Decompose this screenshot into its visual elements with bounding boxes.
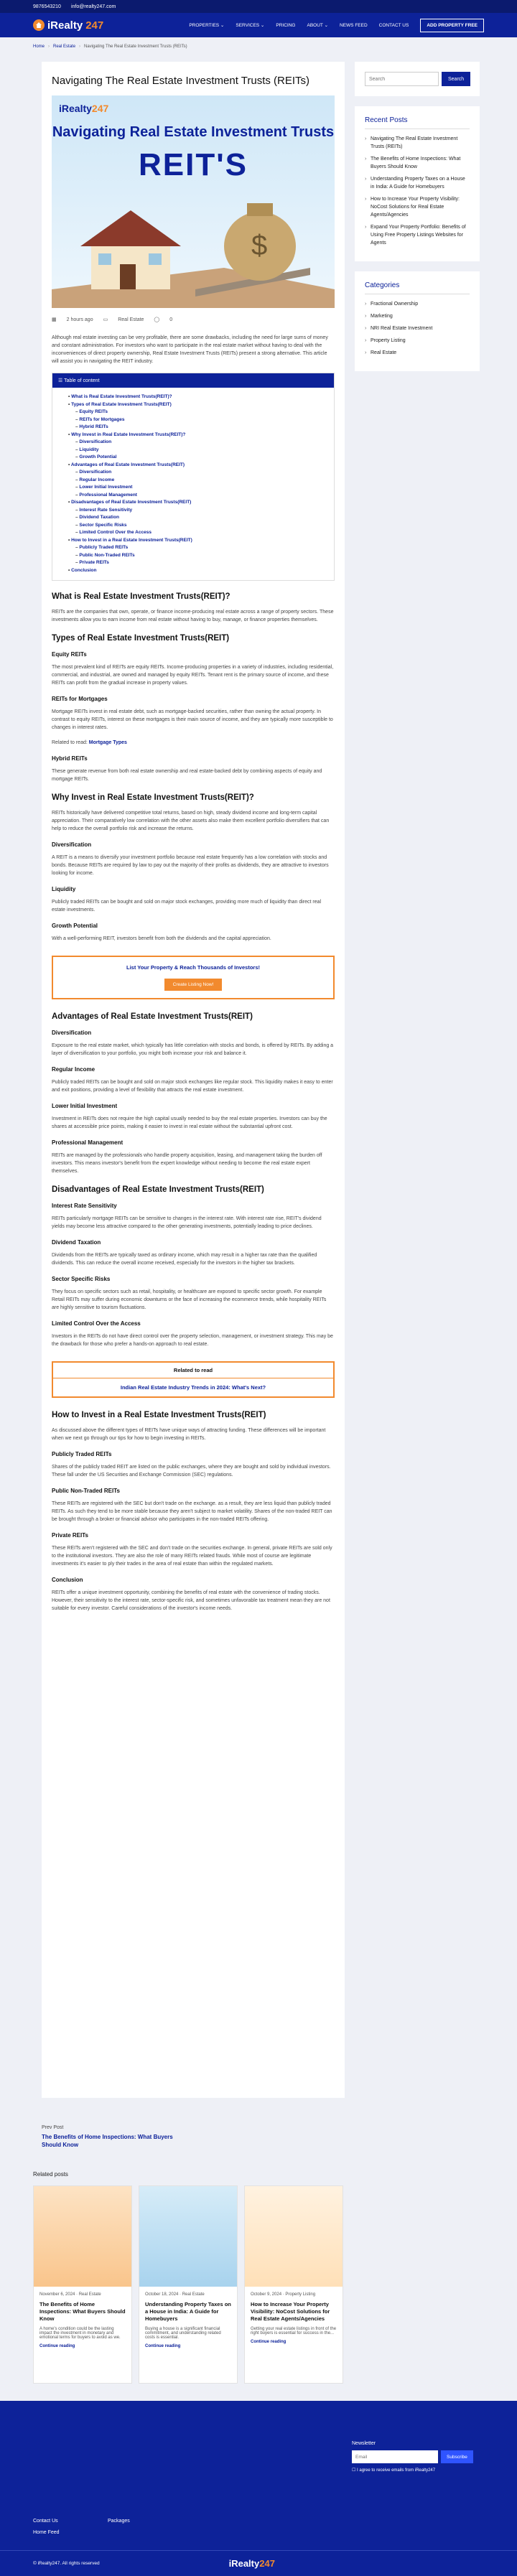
- section-heading: How to Invest in a Real Estate Investment Trusts(REIT): [52, 1411, 266, 1419]
- paragraph: REITs offer a unique investment opportunity, combining the benefits of real estate with the convenience of trading stocks. However, their sensitivity to the interest rate, sector-specific risk, and sometimes unfavorable tax treatment mean they are not suitable for every investor. Careful considerations of the investor's income needs.: [52, 1590, 330, 1611]
- recent-posts-widget: [355, 106, 480, 261]
- house-logo-icon: [33, 19, 45, 31]
- section-heading: Why Invest in Real Estate Investment Trusts(REIT)?: [52, 793, 254, 802]
- subsection-heading: Hybrid REITs: [52, 755, 88, 762]
- newsletter-label: Newsletter: [352, 2441, 376, 2446]
- toc-link[interactable]: – Dividend Taxation: [68, 514, 334, 522]
- related-read-box: [52, 1361, 335, 1398]
- paragraph: Publicly traded REITs can be bought and sold on major stock exchanges like regular stock. This liquidity makes it easy to enter and exit positions, providing a level of flexibility that attracts the real estate investment.: [52, 1080, 333, 1093]
- search-widget: [355, 62, 480, 96]
- calendar-icon: ▦: [52, 317, 57, 322]
- paragraph: Exposure to the real estate market, which typically has little correlation with stocks and bonds, is offered by REITs. By adding a layer of diversification to your portfolio, you might both increase your risk and balance it.: [52, 1043, 334, 1056]
- section-heading: Advantages of Real Estate Investment Trusts(REIT): [52, 1012, 253, 1021]
- toc-link[interactable]: – Liquidity: [68, 447, 334, 454]
- subsection-heading: Private REITs: [52, 1532, 88, 1539]
- subsection-heading: Conclusion: [52, 1577, 83, 1583]
- search-input[interactable]: [365, 72, 439, 86]
- newsletter-email-input[interactable]: [352, 2450, 438, 2463]
- related-card-image: [139, 2186, 237, 2287]
- paragraph: A REIT is a means to diversify your investment portfolio because real estate frequently has a low correlation with stocks and bonds. Because REITs are required by law to pay out the majority of their profits as dividends, they are attractive to investors looking for income.: [52, 855, 329, 876]
- newsletter: [352, 2441, 473, 2473]
- copyright: © iRealty247. All rights reserved: [33, 2561, 100, 2566]
- folder-icon: ▭: [103, 317, 108, 322]
- add-property-button[interactable]: ADD PROPERTY FREE: [420, 19, 484, 32]
- recent-post-link[interactable]: › Expand Your Property Portfolio: Benefits of Using Free Property Listings Websites for Agents: [365, 223, 470, 247]
- nav-services[interactable]: SERVICES ⌄: [236, 23, 265, 28]
- paragraph: REITs are managed by the professionals who handle property acquisition, leasing, and management taking the burden off investors. This means investor's benefit from the expert knowledge without needing to become the real estate expert themselves.: [52, 1153, 322, 1174]
- breadcrumb: Home › Real Estate › Navigating The Real Estate Investment Trusts (REITs): [33, 45, 187, 49]
- subsection-heading: Limited Control Over the Access: [52, 1320, 141, 1327]
- toc-link[interactable]: – Regular Income: [68, 477, 334, 485]
- paragraph: Investors in the REITs do not have direct control over the property selection, management, or investment strategy. This may be the drawback for those who prefer a hands-on approach to real estate.: [52, 1334, 333, 1347]
- subsection-heading: Regular Income: [52, 1066, 96, 1073]
- nav-pricing[interactable]: PRICING: [276, 22, 296, 28]
- category-link[interactable]: › Marketing: [365, 312, 470, 320]
- nav-news-feed[interactable]: NEWS FEED: [340, 22, 368, 28]
- email-text[interactable]: info@realty247.com: [70, 4, 116, 9]
- subsection-heading: Professional Management: [52, 1139, 124, 1146]
- post-meta: [52, 317, 335, 322]
- recent-post-link[interactable]: › Navigating The Real Estate Investment Trusts (REITs): [365, 135, 470, 151]
- paragraph: Publicly traded REITs can be bought and sold on major stock exchanges, providing more much of liquidity than direct real estate investments.: [52, 900, 322, 913]
- intro-paragraph: Although real estate investing can be very profitable, there are some drawbacks, including the need for large sums of money and constant administration. For investors who want to participate in the real estate market without having to deal with the inconveniences of direct property ownership, Real Estate Investment Trusts (REITs) present a strong alternative. This article will assist you in navigating the REIT industry.: [52, 335, 328, 364]
- toc-link[interactable]: – Interest Rate Sensitivity: [68, 507, 334, 515]
- comment-icon: ◯: [154, 317, 160, 322]
- toc-link[interactable]: • Why Invest in Real Estate Investment Trusts(REIT)?: [68, 431, 334, 439]
- related-card[interactable]: [139, 2185, 238, 2384]
- card-meta: October 18, 2024 · Real Estate: [145, 2292, 205, 2297]
- subsection-heading: Sector Specific Risks: [52, 1276, 111, 1282]
- svg-text:$: $: [251, 230, 268, 261]
- card-title[interactable]: Understanding Property Taxes on a House in India: A Guide for Homebuyers: [145, 2301, 231, 2322]
- subsection-heading: REITs for Mortgages: [52, 696, 108, 702]
- paragraph: These REITs aren't registered with the SEC and don't trade on the securities exchange. In general, private REITs are sold only to the institutional investors. They are also the role of many REITs related frauds. While most of course are legitimate investments it's easier to ply their trades in the area of real estate than within the regulated markets.: [52, 1546, 332, 1567]
- card-meta: October 9, 2024 · Property Listing: [251, 2292, 316, 2297]
- footer-logo[interactable]: iRealty247: [228, 2558, 275, 2569]
- nav-properties[interactable]: PROPERTIES ⌄: [189, 23, 225, 28]
- toc-link[interactable]: • What is Real Estate Investment Trusts(REIT)?: [68, 393, 334, 401]
- toc-link[interactable]: • Disadvantages of Real Estate Investment Trusts(REIT): [68, 499, 334, 507]
- toc-list: [52, 388, 334, 580]
- related-read: Related to read: Mortgage Types: [52, 740, 127, 745]
- newsletter-consent[interactable]: ☐ I agree to receive emails from iRealty247: [352, 2468, 436, 2473]
- subsection-heading: Interest Rate Sensitivity: [52, 1203, 117, 1209]
- site-header: [0, 13, 517, 37]
- toc-link[interactable]: – REITs for Mortgages: [68, 416, 334, 424]
- breadcrumb-category[interactable]: Real Estate: [53, 45, 76, 49]
- card-meta: November 6, 2024 · Real Estate: [39, 2292, 101, 2297]
- related-read-link[interactable]: Indian Real Estate Industry Trends in 2024: What's Next?: [120, 1384, 266, 1391]
- paragraph: Mortgage REITs invest in real estate debt, such as mortgage-backed securities, rather than owning the actual property. In contrast to equity REITs, interest on these mortgages is their main source of income, and they are typically more susceptible to changes in interest rates.: [52, 709, 333, 730]
- category-link[interactable]: › Fractional Ownership: [365, 300, 470, 308]
- mortgage-types-link[interactable]: Mortgage Types: [88, 740, 127, 745]
- subsection-heading: Diversification: [52, 841, 92, 848]
- related-card-image: [245, 2186, 343, 2287]
- phone-text[interactable]: 9876543210: [33, 4, 61, 9]
- toc-link[interactable]: – Equity REITs: [68, 409, 334, 416]
- categories-widget: [355, 271, 480, 371]
- prev-post: [42, 2125, 178, 2149]
- paragraph: REITs are the companies that own, operate, or finance income-producing real estate across a range of property sectors. These investments allow you to earn income from real estate without having to buy, manage, or finance properties themselves.: [52, 610, 334, 622]
- card-text: Getting your real estate listings in front of the right buyers is essential for success in the...: [251, 2327, 337, 2335]
- hero-logo: iRealty247: [59, 103, 109, 114]
- toc-link[interactable]: – Hybrid REITs: [68, 424, 334, 431]
- toc-link[interactable]: – Limited Control Over the Access: [68, 529, 334, 537]
- subsection-heading: Equity REITs: [52, 651, 87, 658]
- related-card[interactable]: [244, 2185, 343, 2384]
- related-card[interactable]: [33, 2185, 132, 2384]
- main-nav: [189, 19, 484, 32]
- toc-header[interactable]: ☰ Table of content: [52, 373, 334, 388]
- paragraph: REITs particularly mortgage REITs can be sensitive to changes in the interest rate. With interest rate rise, REIT's dividend yields may become less attractive compared to the other generating investments, potentially leading to price declines.: [52, 1216, 322, 1229]
- site-logo[interactable]: iRealty 247: [33, 19, 103, 32]
- post-category[interactable]: Real Estate: [118, 317, 144, 322]
- recent-post-link[interactable]: › Understanding Property Taxes on a House in India: A Guide for Homebuyers: [365, 175, 470, 191]
- recent-posts-title: Recent Posts: [365, 116, 470, 129]
- paragraph: As discussed above the different types of REITs have unique ways of attracting funding. These differences will be important when we next go through our tips for how to begin investing in REITs.: [52, 1428, 326, 1441]
- list-icon: ☰: [58, 378, 65, 383]
- subsection-heading: Lower Initial Investment: [52, 1103, 118, 1109]
- related-posts: [33, 2185, 343, 2384]
- card-title[interactable]: The Benefits of Home Inspections: What Buyers Should Know: [39, 2301, 126, 2322]
- table-of-contents: [52, 373, 335, 581]
- comment-count[interactable]: 0: [169, 317, 173, 322]
- post-time: 2 hours ago: [66, 317, 93, 322]
- categories-title: Categories: [365, 281, 470, 294]
- house-and-money-bag-illustration: [52, 182, 335, 308]
- section-heading: Disadvantages of Real Estate Investment Trusts(REIT): [52, 1185, 264, 1194]
- paragraph: They focus on specific sectors such as retail, hospitality, or healthcare are exposed to specific sector growth. For example Retail REITs may suffer during economic downturns or the face of increasing the ecommerce trends, while hospitality REITs are highly sensitive to tourism fluctuations.: [52, 1289, 327, 1310]
- page-title: Navigating The Real Estate Investment Trusts (REITs): [52, 75, 310, 87]
- toc-link[interactable]: – Private REITs: [68, 559, 334, 567]
- recent-post-link[interactable]: › How to Increase Your Property Visibility: NoCost Solutions for Real Estate Agents/Agencies: [365, 195, 470, 219]
- paragraph: Shares of the publicly traded REIT are listed on the public exchanges, where they are bought and sold by individual investors. These fall under the US Securities and Exchange Commission (SEC) regulations.: [52, 1465, 331, 1478]
- related-posts-title: Related posts: [33, 2171, 68, 2178]
- hero-title: Navigating Real Estate Investment Trusts: [52, 124, 335, 140]
- continue-reading-link[interactable]: Continue reading: [39, 2344, 75, 2348]
- subsection-heading: Dividend Taxation: [52, 1239, 101, 1246]
- subscribe-button[interactable]: Subscribe: [441, 2450, 473, 2463]
- continue-reading-link[interactable]: Continue reading: [145, 2344, 181, 2348]
- prev-post-label: Prev Post: [42, 2125, 64, 2130]
- footer-link[interactable]: Packages: [108, 2519, 130, 2524]
- category-link[interactable]: › Real Estate: [365, 349, 470, 357]
- toc-link[interactable]: • Conclusion: [68, 567, 334, 575]
- nav-contact[interactable]: CONTACT US: [378, 22, 409, 28]
- subsection-heading: Liquidity: [52, 886, 76, 892]
- subsection-heading: Public Non-Traded REITs: [52, 1488, 120, 1494]
- breadcrumb-home[interactable]: Home: [33, 45, 45, 49]
- search-button[interactable]: Search: [442, 72, 470, 86]
- card-text: Buying a house is a significant financial commitment, and understanding related costs is essential.: [145, 2327, 221, 2340]
- paragraph: Dividends from the REITs are typically taxed as ordinary income, which may result in a higher tax rate than the qualified dividends. This can reduce the overall income received, especially for the investors in the higher tax brackets.: [52, 1253, 317, 1266]
- hero-big-text: REIT'S: [138, 147, 248, 182]
- recent-post-link[interactable]: › The Benefits of Home Inspections: What Buyers Should Know: [365, 155, 470, 171]
- footer-link[interactable]: Home Feed: [33, 2530, 60, 2535]
- subsection-heading: Diversification: [52, 1030, 92, 1036]
- subsection-heading: Growth Potential: [52, 923, 98, 929]
- toc-link[interactable]: – Sector Specific Risks: [68, 522, 334, 530]
- toc-link[interactable]: – Publicly Traded REITs: [68, 544, 334, 552]
- nav-about[interactable]: ABOUT ⌄: [307, 23, 329, 28]
- site-footer: [0, 2401, 517, 2576]
- paragraph: REITs historically have delivered competitive total returns, based on high, steady dividend income and long-term capital appreciation. Their comparatively low correlation with the other assets also make them excellent portfolio diversifiers that can help to reduce the overall portfolio risk and increase the returns.: [52, 811, 330, 831]
- article: [42, 62, 345, 2098]
- paragraph: With a well-performing REIT, investors benefit from both the dividends and the capital appreciation.: [52, 936, 271, 941]
- toc-link[interactable]: – Professional Management: [68, 492, 334, 500]
- related-read-heading: Related to read: [53, 1363, 333, 1378]
- section-heading: Types of Real Estate Investment Trusts(REIT): [52, 634, 230, 643]
- category-link[interactable]: › NRI Real Estate Investment: [365, 325, 470, 332]
- card-title[interactable]: How to Increase Your Property Visibility: NoCost Solutions for Real Estate Agents/Agencies: [251, 2301, 330, 2322]
- create-listing-button[interactable]: Create Listing Now!: [164, 979, 223, 991]
- cta-text: List Your Property & Reach Thousands of Investors!: [126, 964, 260, 971]
- section-heading: What is Real Estate Investment Trusts(REIT)?: [52, 592, 230, 601]
- subsection-heading: Publicly Traded REITs: [52, 1451, 112, 1457]
- checkbox-icon[interactable]: ☐: [352, 2468, 358, 2473]
- footer-links-2: [108, 2516, 130, 2527]
- continue-reading-link[interactable]: Continue reading: [251, 2340, 287, 2344]
- toc-link[interactable]: – Lower Initial Investment: [68, 484, 334, 492]
- hero-image: [52, 95, 335, 308]
- footer-bottom: [0, 2550, 517, 2576]
- toc-link[interactable]: – Growth Potential: [68, 454, 334, 462]
- toc-link[interactable]: – Public Non-Traded REITs: [68, 552, 334, 560]
- toc-link[interactable]: • How to Invest in a Real Estate Investment Trusts(REIT): [68, 537, 334, 545]
- paragraph: These generate revenue from both real estate ownership and real estate-backed debt by combining aspects of equity and mortgage REITs.: [52, 769, 322, 782]
- footer-links: [33, 2516, 60, 2539]
- related-card-image: [34, 2186, 131, 2287]
- paragraph: The most prevalent kind of REITs are equity REITs. Income-producing properties in a variety of industries, including residential, commercial, and industrial, are owned and managed by equity REITs. Tenant rent is the primary source of income, and these REITs can profit from the gradual increase in property values.: [52, 665, 334, 686]
- top-bar: [0, 0, 517, 13]
- toc-link[interactable]: • Advantages of Real Estate Investment Trusts(REIT): [68, 462, 334, 470]
- card-text: A home's condition could be the lasting impact the investment in monetary and emotional terms for buyers to avoid as we.: [39, 2327, 121, 2340]
- toc-link[interactable]: • Types of Real Estate Investment Trusts(REIT): [68, 401, 334, 409]
- breadcrumb-current: Navigating The Real Estate Investment Trusts (REITs): [84, 45, 187, 49]
- toc-link[interactable]: – Diversification: [68, 439, 334, 447]
- paragraph: Investment in REITs does not require the high capital usually needed to buy the real estate properties. Investors can buy the shares at accessible price points, making it easier to invest in real estate without the substantial upfront cost.: [52, 1116, 327, 1129]
- sidebar: [355, 62, 480, 381]
- paragraph: These REITs are registered with the SEC but don't trade on the exchange. as a result, they are less liquid than publicly traded REITs. As such they tend to be more stable because they aren't subject to market volatility. Shares of the non-traded REIT can be brought through a broker or financial advisor who participates in the non-traded REITs offering.: [52, 1501, 332, 1522]
- category-link[interactable]: › Property Listing: [365, 337, 470, 345]
- footer-link[interactable]: Contact Us: [33, 2519, 58, 2524]
- listing-cta-box: [52, 956, 335, 999]
- toc-link[interactable]: – Diversification: [68, 469, 334, 477]
- prev-post-link[interactable]: The Benefits of Home Inspections: What Buyers Should Know: [42, 2134, 173, 2148]
